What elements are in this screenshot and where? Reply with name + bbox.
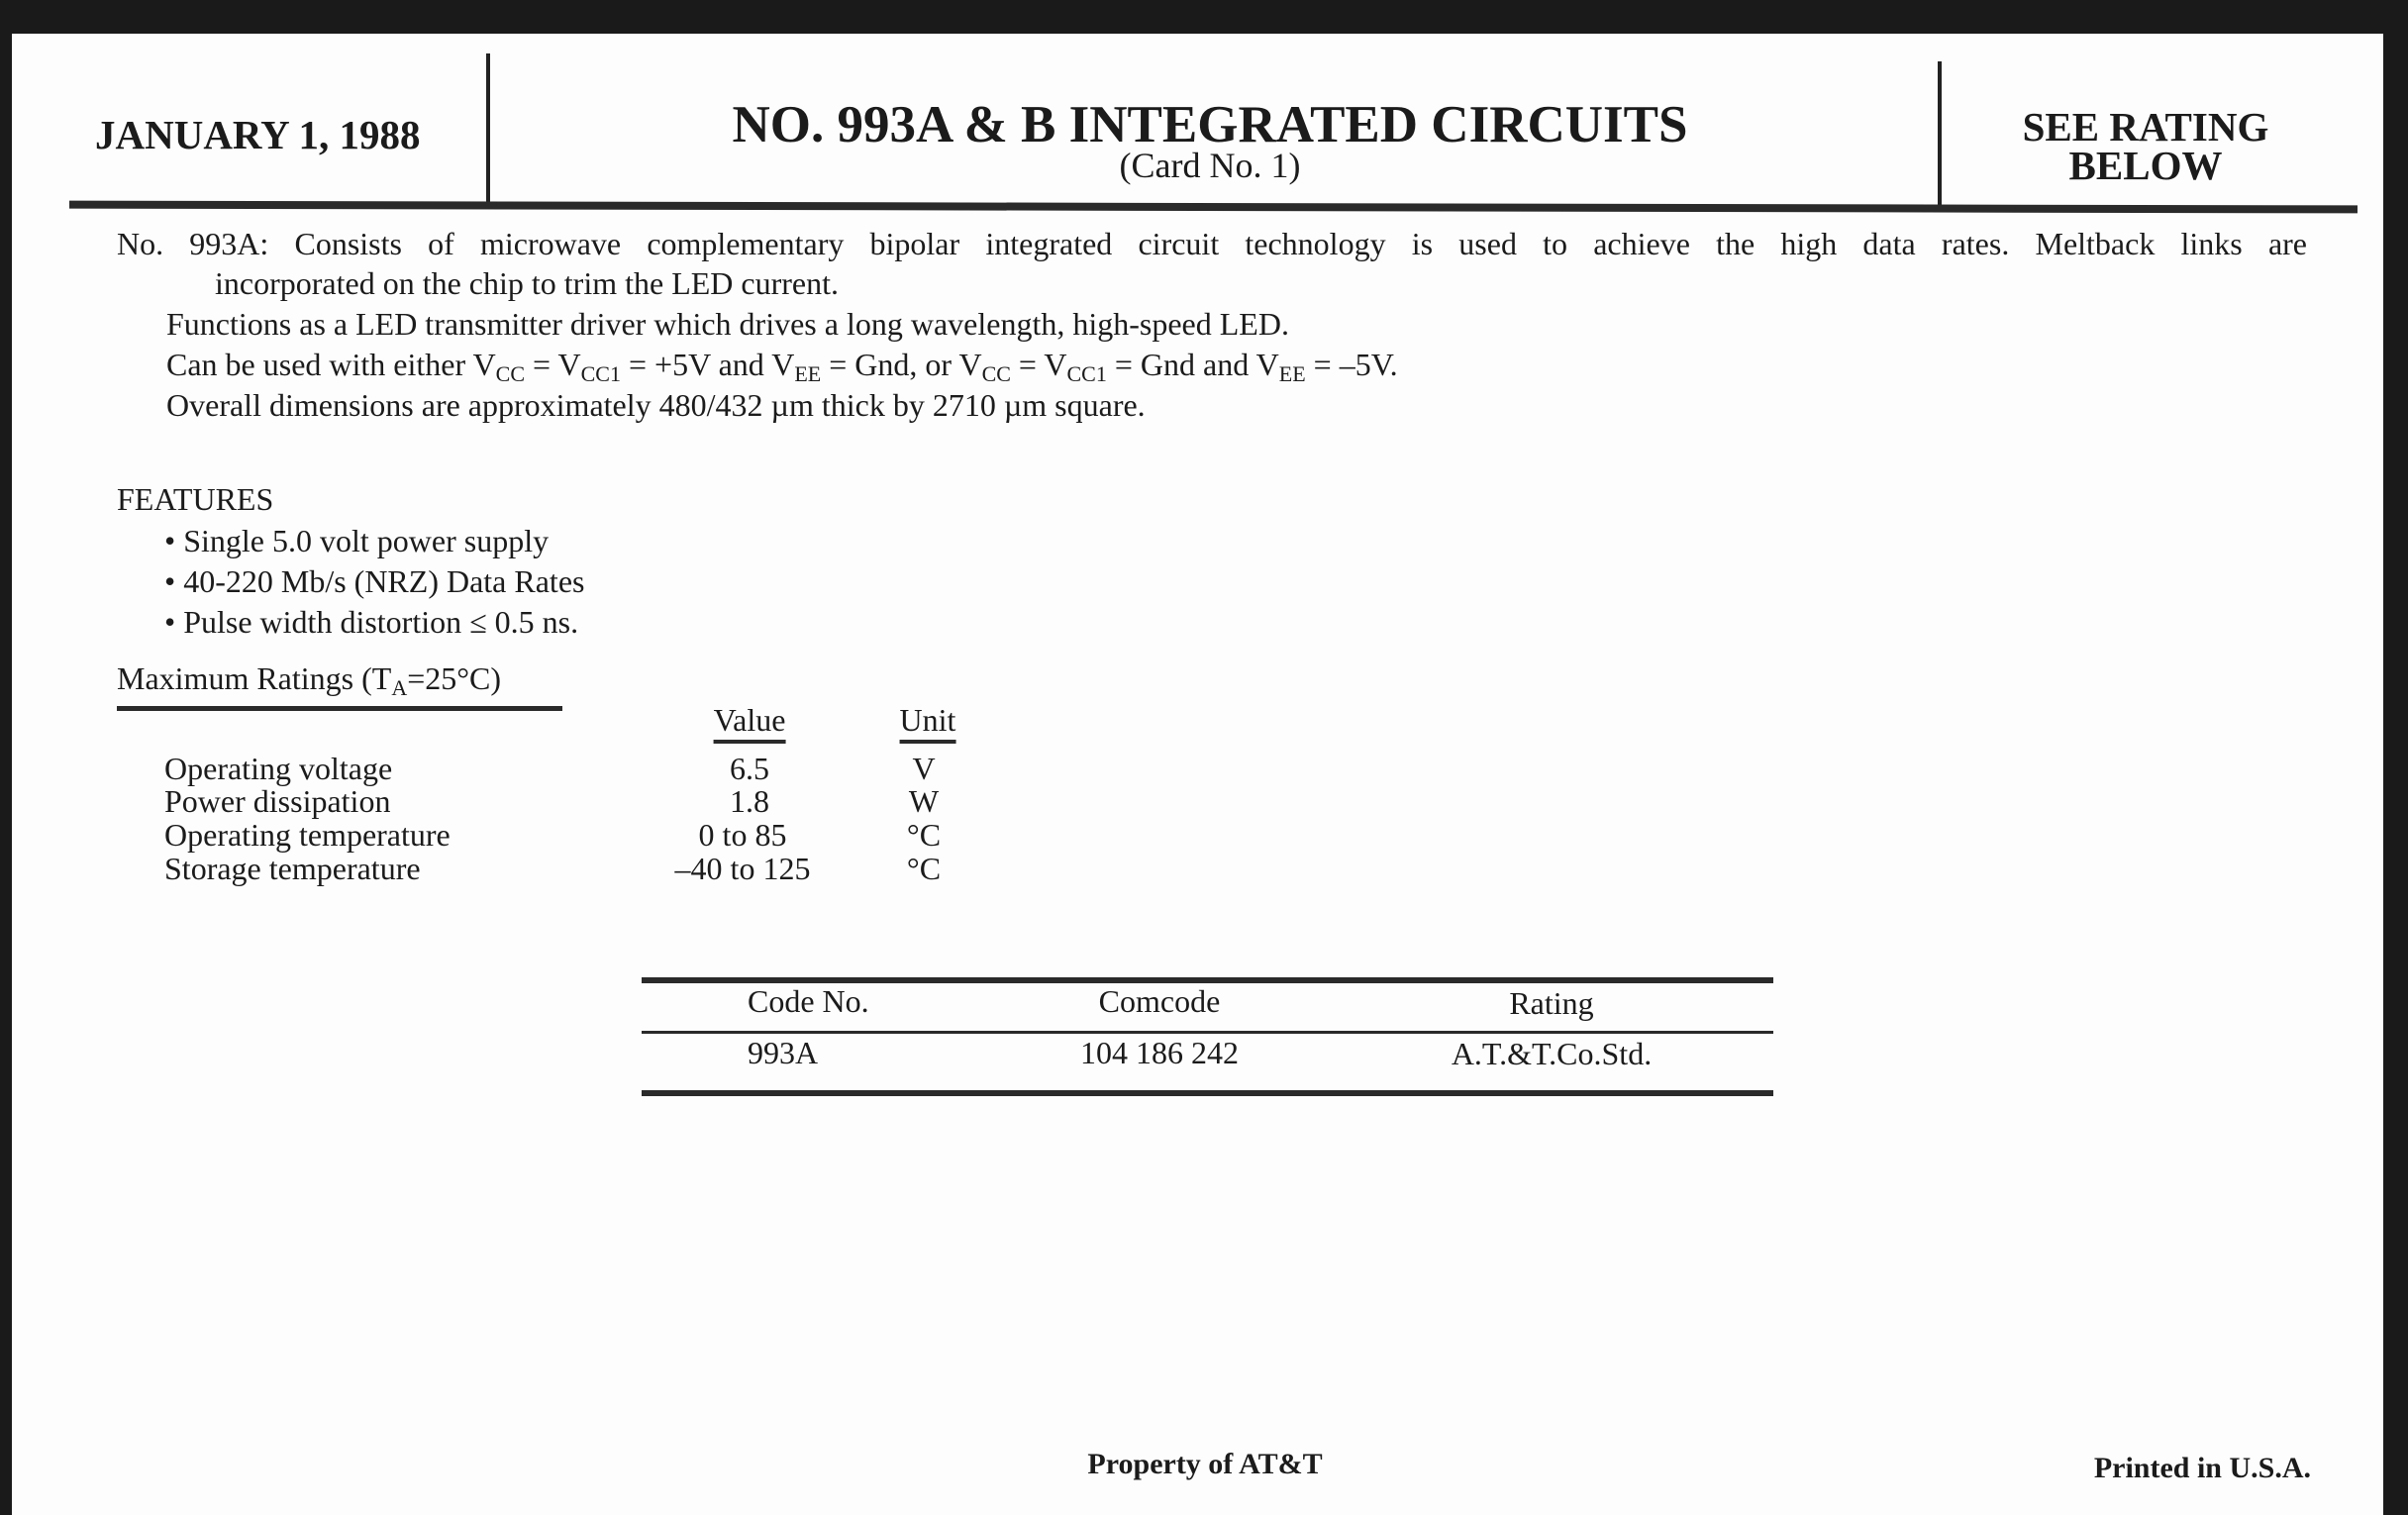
text: Value xyxy=(714,702,786,744)
text: =25°C) xyxy=(407,660,502,696)
table-header-rule xyxy=(642,1031,1773,1034)
description-line xyxy=(166,347,1398,386)
card-date: JANUARY 1, 1988 xyxy=(95,112,421,157)
text: = –5V. xyxy=(1305,347,1398,382)
card-subtitle: (Card No. 1) xyxy=(1119,146,1301,185)
rating-value: 0 to 85 xyxy=(698,817,787,853)
rating-note-line1: SEE RATING xyxy=(2022,104,2269,150)
description-line: No. 993A: Consists of microwave complementary bipolar integrated circuit technology is used to achieve the high data rates. Meltback links are xyxy=(117,226,2307,261)
header-divider-left xyxy=(486,53,490,202)
feature-item: • Pulse width distortion ≤ 0.5 ns. xyxy=(164,604,579,640)
subscript: CC1 xyxy=(1066,361,1107,386)
text: = Gnd and V xyxy=(1106,347,1279,382)
rating-unit: °C xyxy=(906,851,942,886)
rating-unit: °C xyxy=(906,817,942,853)
description-line: Functions as a LED transmitter driver which drives a long wavelength, high-speed LED. xyxy=(166,306,1289,342)
text: Maximum Ratings (T xyxy=(117,660,392,696)
column-header-value xyxy=(714,702,786,739)
rating-value: –40 to 125 xyxy=(674,851,811,886)
text: = V xyxy=(1010,347,1067,382)
table-cell-code: 993A xyxy=(748,1035,819,1070)
table-header-rating: Rating xyxy=(1509,985,1594,1021)
card-title: NO. 993A & B INTEGRATED CIRCUITS xyxy=(732,96,1688,153)
subscript: EE xyxy=(794,361,822,386)
table-header-code: Code No. xyxy=(748,983,869,1019)
subscript: EE xyxy=(1278,361,1306,386)
features-heading: FEATURES xyxy=(117,481,274,517)
footer-printed: Printed in U.S.A. xyxy=(2093,1452,2311,1484)
rating-value: 1.8 xyxy=(730,783,769,819)
max-ratings-heading xyxy=(117,660,502,700)
rating-label: Operating temperature xyxy=(164,817,451,853)
header-divider-right xyxy=(1938,61,1942,210)
max-ratings-underline xyxy=(117,706,562,711)
subscript: CC1 xyxy=(580,361,621,386)
rating-note-line2: BELOW xyxy=(2068,143,2223,188)
subscript: A xyxy=(391,675,408,700)
rating-label: Operating voltage xyxy=(164,751,393,786)
rating-label: Storage temperature xyxy=(164,851,421,886)
description-line: incorporated on the chip to trim the LED current. xyxy=(215,265,840,301)
text: Can be used with either V xyxy=(166,347,496,382)
column-header-unit xyxy=(900,702,956,739)
text: = Gnd, or V xyxy=(821,347,982,382)
table-header-comcode: Comcode xyxy=(1098,983,1221,1019)
table-cell-comcode: 104 186 242 xyxy=(1080,1035,1239,1070)
table-bottom-rule xyxy=(642,1090,1773,1096)
rating-unit: W xyxy=(908,783,940,819)
table-cell-rating: A.T.&T.Co.Std. xyxy=(1451,1036,1653,1071)
footer-property: Property of AT&T xyxy=(1087,1448,1323,1480)
rating-label: Power dissipation xyxy=(164,783,391,819)
subscript: CC xyxy=(495,361,526,386)
subscript: CC xyxy=(981,361,1011,386)
description-line: Overall dimensions are approximately 480/432 µm thick by 2710 µm square. xyxy=(166,387,1146,423)
text: = +5V and V xyxy=(620,347,795,382)
rating-unit: V xyxy=(912,751,936,786)
feature-item: • Single 5.0 volt power supply xyxy=(164,523,550,558)
feature-item: • 40-220 Mb/s (NRZ) Data Rates xyxy=(164,563,585,599)
rating-value: 6.5 xyxy=(730,751,769,786)
text: = V xyxy=(525,347,581,382)
text: Unit xyxy=(900,702,956,744)
